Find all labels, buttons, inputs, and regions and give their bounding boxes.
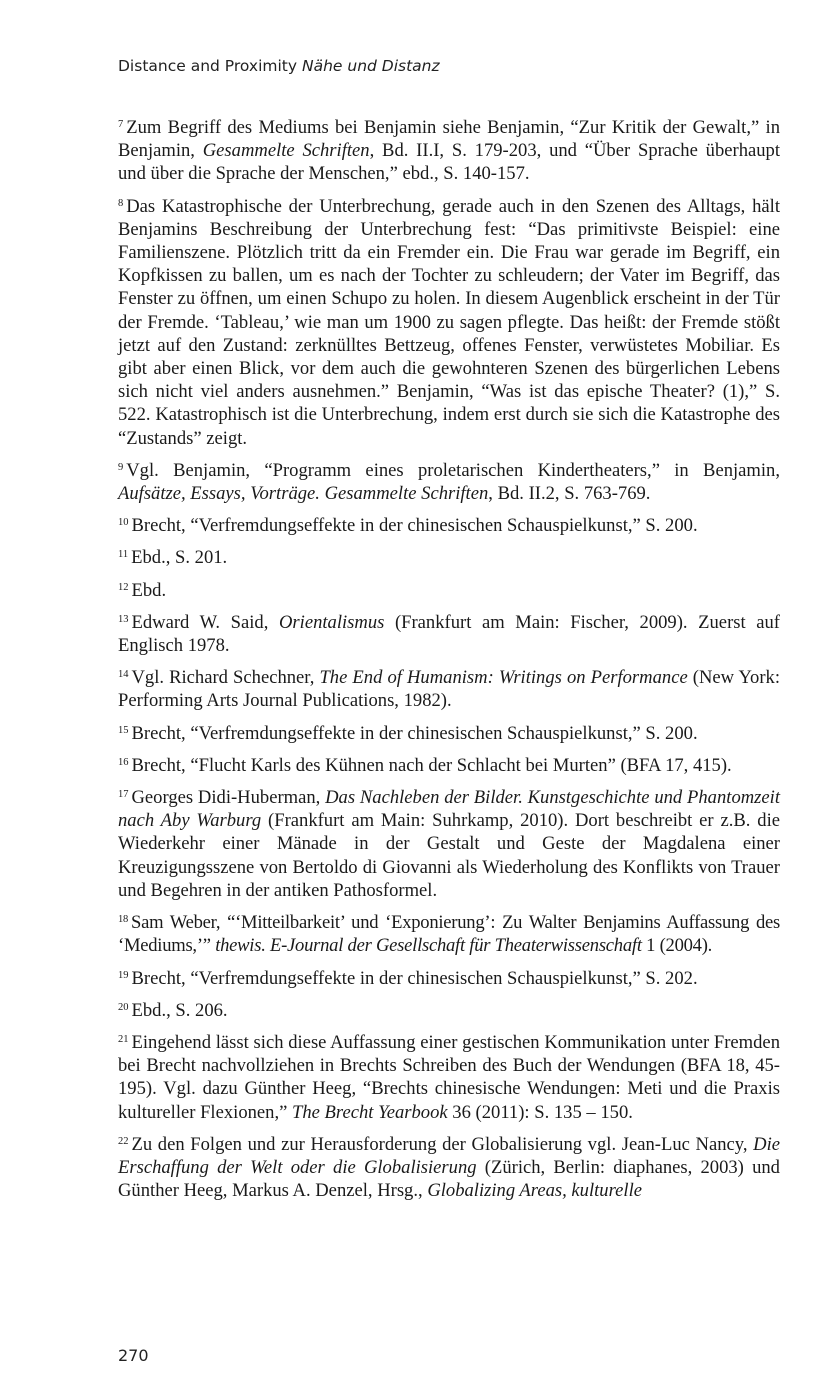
footnote-number: 9 xyxy=(118,461,124,473)
footnote-number: 12 xyxy=(118,581,129,593)
footnote-14 xyxy=(118,666,780,712)
footnote-text: 36 (2011): S. 135 – 150. xyxy=(447,1101,633,1123)
footnote-text: Zum Begriff des Mediums bei Benjamin siehe Benjamin, “Zur Kritik der Gewalt,” in Benjamin, xyxy=(118,117,780,162)
footnote-title-italic: Globalizing Areas, kulturelle xyxy=(427,1180,642,1202)
footnote-title-italic: thewis. E-Journal der Gesellschaft für Theaterwissenschaft xyxy=(215,935,642,957)
footnote-text: (New York: Performing Arts Journal Publications, 1982). xyxy=(118,667,780,712)
footnote-number: 7 xyxy=(118,119,124,130)
footnote-21 xyxy=(118,1031,780,1124)
footnote-number: 13 xyxy=(118,613,129,625)
footnote-title-italic: Aufsätze, Essays, Vorträge. Gesammelte Schriften xyxy=(118,483,489,505)
footnote-text: (Frankfurt am Main: Fischer, 2009). Zuerst auf Englisch 1978. xyxy=(118,611,780,657)
footnote-12 xyxy=(118,579,780,602)
footnote-text: 1 (2004). xyxy=(641,935,713,957)
page-number: 270 xyxy=(118,1346,149,1365)
footnote-text: Ebd. xyxy=(131,579,167,601)
footnote-text: (Zürich, Berlin: diaphanes, 2003) und Günther Heeg, Markus A. Denzel, Hrsg., xyxy=(118,1156,780,1202)
footnote-text: Vgl. Richard Schechner, xyxy=(131,667,320,689)
footnote-title-italic: Gesammelte Schriften xyxy=(202,140,370,162)
footnote-number: 11 xyxy=(118,549,129,561)
footnote-text: Vgl. Benjamin, “Programm eines proletarischen Kindertheaters,” in Benjamin, xyxy=(126,459,780,481)
footnote-number: 20 xyxy=(118,1001,129,1013)
footnote-9 xyxy=(118,459,780,505)
footnote-text: Edward W. Said, xyxy=(131,611,279,633)
footnote-text: Ebd., S. 201. xyxy=(131,547,228,569)
footnotes-list xyxy=(118,116,780,1211)
footnote-text: Brecht, “Verfremdungseffekte in der chinesischen Schauspielkunst,” S. 200. xyxy=(131,515,698,537)
footnote-text: , Bd. II.2, S. 763-769. xyxy=(488,483,651,505)
footnote-13 xyxy=(118,611,780,657)
footnote-10 xyxy=(118,514,780,537)
footnote-11 xyxy=(118,546,780,569)
footnote-text: Ebd., S. 206. xyxy=(131,999,228,1021)
footnote-text: Brecht, “Flucht Karls des Kühnen nach der Schlacht bei Murten” (BFA 17, 415). xyxy=(131,754,732,776)
footnote-title-italic: The Brecht Yearbook xyxy=(292,1101,448,1123)
footnote-number: 15 xyxy=(118,724,129,736)
footnote-text: , Bd. II.I, S. 179-203, und “Über Sprache überhaupt und über die Sprache der Menschen,” ebd., S. 140-157. xyxy=(118,140,781,185)
footnote-number: 21 xyxy=(118,1033,129,1045)
footnote-title-italic: Orientalismus xyxy=(278,611,385,633)
footnote-number: 14 xyxy=(118,669,129,681)
footnote-title-italic: Die Erschaffung der Welt oder die Globalisierung xyxy=(118,1133,780,1178)
footnote-text: Zu den Folgen und zur Herausforderung der Globalisierung vgl. Jean-Luc Nancy, xyxy=(131,1133,754,1155)
footnote-18 xyxy=(118,911,780,957)
footnote-20 xyxy=(118,999,780,1022)
footnote-17 xyxy=(118,786,780,902)
footnote-15 xyxy=(118,722,780,745)
footnote-text: Brecht, “Verfremdungseffekte in der chinesischen Schauspielkunst,” S. 202. xyxy=(131,967,698,989)
footnote-19 xyxy=(118,967,780,990)
footnote-number: 22 xyxy=(118,1135,129,1147)
footnote-8 xyxy=(118,195,780,450)
footnote-22 xyxy=(118,1133,780,1203)
footnote-number: 18 xyxy=(118,914,128,926)
footnote-text: Brecht, “Verfremdungseffekte in der chinesischen Schauspielkunst,” S. 200. xyxy=(131,722,698,744)
footnote-text: Georges Didi-Huberman, xyxy=(131,787,326,809)
footnote-text: Das Katastrophische der Unterbrechung, gerade auch in den Szenen des Alltags, hält Benjamins Beschreibung der Unterbrechung fest: “Das primitivste Beispiel: eine Familienszene. Plötzlich tritt da ein Fremder ein. Die Frau war gerade im Begriff, ein Kopfkissen zu ballen, um es nach der Tochter zu schleudern; der Vater im Begriff, das Fenster zu öffnen, um einen Schupo zu holen. In diesem Augenblick erscheint in der Tür der Fremde. ‘Tableau,’ wie man um 1900 zu sagen pflegte. Das heißt: der Fremde stößt jetzt auf den Zustand: zerknülltes Bettzeug, offenes Fenster, verwüstetes Mobiliar. Es gibt aber einen Blick, vor dem auch die gewohnteren Szenen des bürgerlichen Lebens sich nicht viel anders ausnehmen.” Benjamin, “Was ist das epische Theater? (1),” S. 522. Katastrophisch ist die Unterbrechung, indem erst durch sie sich die Katastrophe des “Zustands” zeigt. xyxy=(118,195,780,449)
footnote-title-italic: Das Nachleben der Bilder. Kunstgeschichte und Phantomzeit nach Aby Warburg xyxy=(118,787,780,832)
running-header-subtitle: Nähe und Distanz xyxy=(301,57,440,75)
footnote-number: 8 xyxy=(118,197,124,209)
footnote-text: Sam Weber, “‘Mitteilbarkeit’ und ‘Exponierung’: Zu Walter Benjamins Auffassung des ‘Mediums,’” xyxy=(118,912,780,957)
footnote-number: 19 xyxy=(118,969,129,981)
footnote-number: 16 xyxy=(118,756,129,768)
footnote-number: 10 xyxy=(118,517,129,529)
footnote-text: (Frankfurt am Main: Suhrkamp, 2010). Dort beschreibt er z.B. die Wiederkehr einer Mänade in der Gestalt und Geste der Magdalena einer Kreuzigungsszene von Bertoldo di Giovanni als Wiederholung des Konflikts von Trauer und Begehren in der antiken Pathosformel. xyxy=(118,810,781,901)
running-header xyxy=(118,57,440,75)
footnote-7 xyxy=(118,116,780,186)
running-header-title: Distance and Proximity xyxy=(118,57,298,75)
footnote-text: Eingehend lässt sich diese Auffassung einer gestischen Kommunikation unter Fremden bei Brecht nachvollziehen in Brechts Schreiben des Buch der Wendungen (BFA 18, 45-195). Vgl. dazu Günther Heeg, “Brechts chinesische Wendungen: Meti und die Praxis kultureller Flexionen,” xyxy=(118,1031,780,1123)
footnote-number: 17 xyxy=(118,789,129,801)
footnote-16 xyxy=(118,754,780,777)
footnote-title-italic: The End of Humanism: Writings on Performance xyxy=(319,667,688,689)
